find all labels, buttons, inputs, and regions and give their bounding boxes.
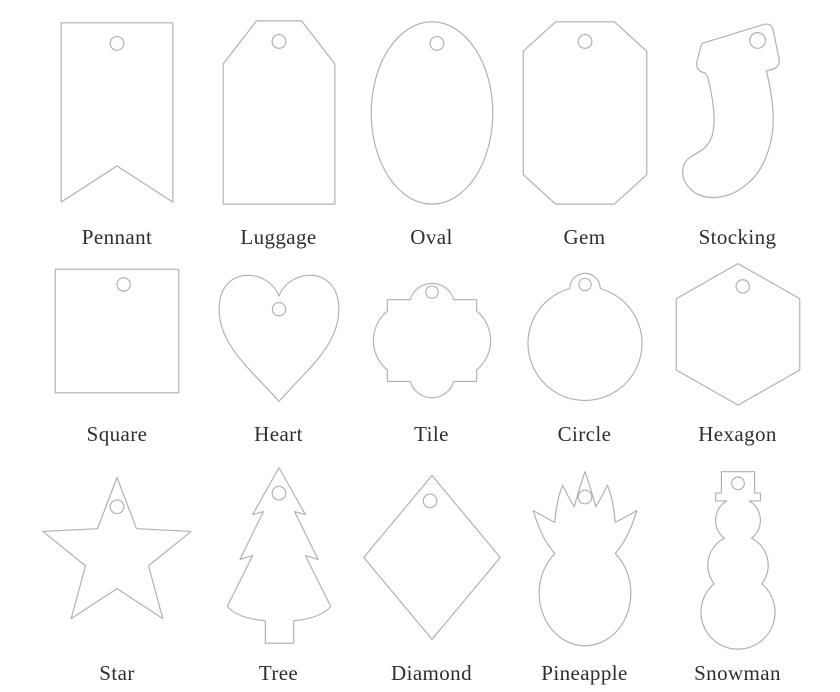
- hang-hole-icon: [578, 490, 592, 504]
- shape-cell-star: [32, 450, 202, 692]
- shape-cell-luggage: [202, 0, 355, 252]
- shape-cell-heart: [202, 252, 355, 450]
- hang-hole-icon: [272, 35, 286, 49]
- shape-cell-tile: [355, 252, 508, 450]
- stocking-shape-icon: [663, 14, 813, 210]
- pennant-shape-icon: [42, 14, 192, 210]
- tile-shape-icon: [357, 256, 507, 408]
- shape-label: Circle: [557, 422, 612, 446]
- shape-label: Snowman: [694, 661, 781, 685]
- shape-label: Pennant: [81, 225, 153, 249]
- shape-cell-pineapple: [508, 450, 661, 692]
- snowman-shape-icon: [663, 458, 813, 653]
- luggage-shape-icon: [204, 14, 354, 210]
- hang-hole-icon: [110, 500, 124, 514]
- shape-label: Heart: [254, 422, 303, 446]
- shape-label: Tree: [258, 661, 299, 685]
- hang-hole-icon: [272, 486, 286, 500]
- hang-hole-icon: [423, 494, 437, 508]
- hang-hole-icon: [110, 37, 124, 51]
- heart-shape-icon: [204, 256, 354, 408]
- tree-shape-icon: [204, 458, 354, 653]
- gem-shape-icon: [510, 14, 660, 210]
- square-shape-icon: [42, 256, 192, 408]
- star-shape-icon: [32, 458, 202, 653]
- hang-hole-icon: [272, 303, 285, 316]
- hexagon-shape-icon: [663, 256, 813, 408]
- shape-cell-tree: [202, 450, 355, 692]
- hang-hole-icon: [425, 286, 437, 298]
- hang-hole-icon: [578, 278, 590, 290]
- hang-hole-icon: [736, 280, 749, 293]
- shape-cell-gem: [508, 0, 661, 252]
- shape-cell-hexagon: [661, 252, 814, 450]
- shape-label: Pineapple: [541, 661, 628, 685]
- shape-label: Hexagon: [698, 422, 777, 446]
- shape-label: Oval: [410, 225, 453, 249]
- hang-hole-icon: [731, 477, 744, 490]
- hang-hole-icon: [430, 37, 444, 51]
- shape-label: Luggage: [240, 225, 317, 249]
- shape-label: Tile: [414, 422, 449, 446]
- shape-cell-pennant: [32, 0, 202, 252]
- shape-label: Stocking: [698, 225, 777, 249]
- shape-label: Square: [86, 422, 148, 446]
- oval-shape-icon: [357, 14, 507, 210]
- shape-cell-oval: [355, 0, 508, 252]
- hang-hole-icon: [749, 33, 765, 49]
- shape-cell-stocking: [661, 0, 814, 252]
- hang-hole-icon: [117, 278, 130, 291]
- shape-cell-diamond: [355, 450, 508, 692]
- shape-cell-circle: [508, 252, 661, 450]
- shape-label: Gem: [563, 225, 606, 249]
- pineapple-shape-icon: [510, 458, 660, 653]
- shape-cell-square: [32, 252, 202, 450]
- shape-label: Star: [99, 661, 135, 685]
- circle-shape-icon: [510, 256, 660, 408]
- shape-cell-snowman: [661, 450, 814, 692]
- diamond-shape-icon: [357, 458, 507, 653]
- hang-hole-icon: [578, 35, 592, 49]
- shape-label: Diamond: [391, 661, 472, 685]
